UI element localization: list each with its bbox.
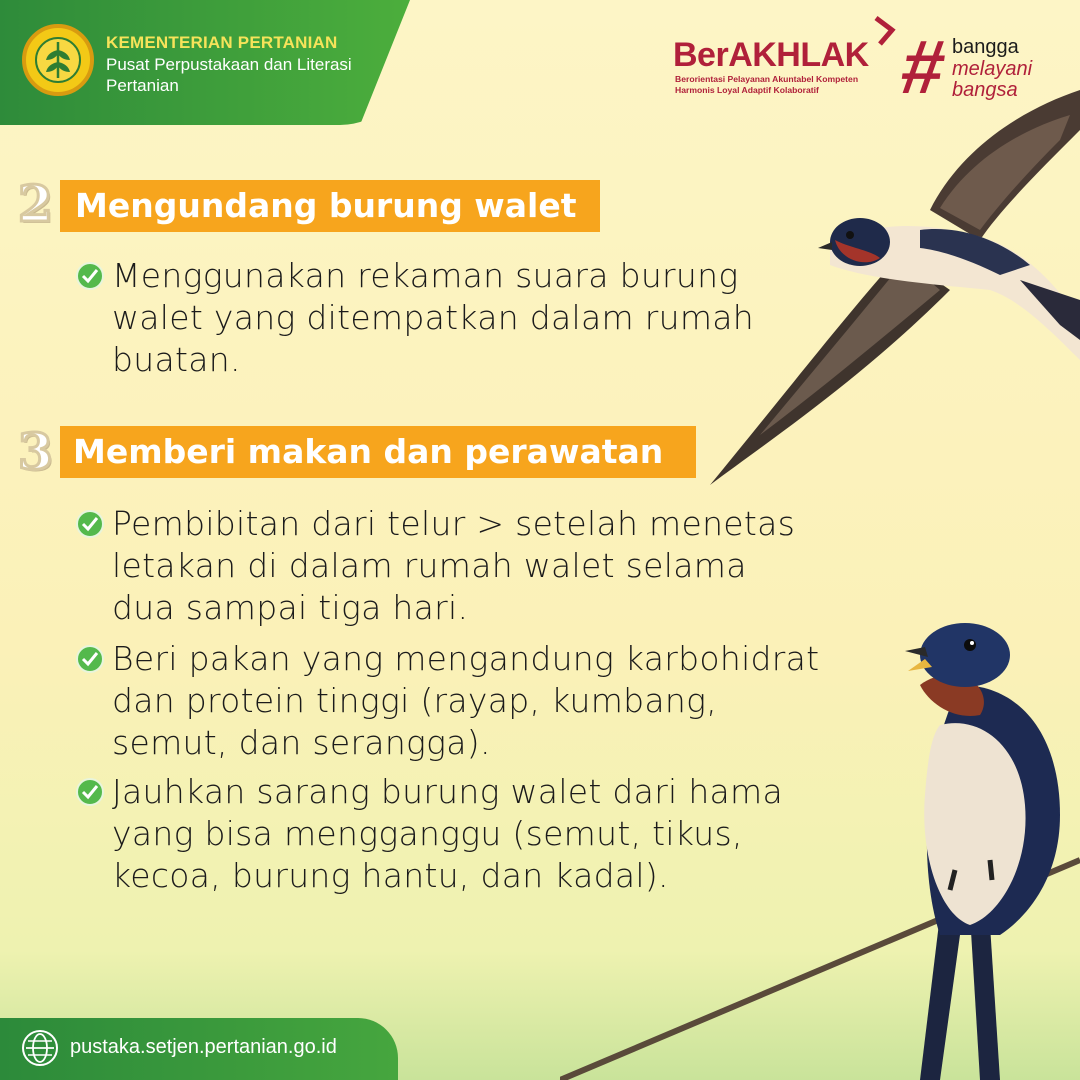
chevron-icon [872,16,898,46]
hashtag-mark: # [896,25,951,110]
tagline-line-1: Berorientasi Pelayanan Akuntabel Kompeten [675,74,859,84]
bullet-line: walet yang ditempatkan dalam rumah [112,298,755,337]
tagline-line-2: Harmonis Loyal Adaptif Kolaboratif [675,85,819,95]
flying-swallow-illustration [700,90,1080,490]
bullet-line: yang bisa mengganggu (semut, tikus, [112,814,743,853]
bullet-line: kecoa, burung hantu, dan kadal). [112,856,669,895]
bullet-line: Pembibitan dari telur > setelah menetas [112,504,796,543]
bullet-feeding [112,638,819,764]
bullet-pests [112,771,783,897]
check-icon [76,510,104,538]
section-2-title: Mengundang burung walet [75,186,577,225]
footer-website-link[interactable]: pustaka.setjen.pertanian.go.id [70,1036,337,1058]
globe-icon [22,1030,58,1066]
bullet-line: Menggunakan rekaman suara burung [112,256,739,295]
check-icon [76,262,104,290]
hashtag-line-3: bangsa [952,79,1018,101]
check-icon [76,645,104,673]
bullet-line: Jauhkan sarang burung walet dari hama [112,772,784,811]
bullet-line: dua sampai tiga hari. [112,588,469,627]
bullet-breeding [112,503,795,629]
bullet-line: dan protein tinggi (rayap, kumbang, [112,681,718,720]
bullet-line: Beri pakan yang mengandung karbohidrat [112,639,820,678]
bullet-line: letakan di dalam rumah walet selama [112,546,747,585]
org-subtitle: Pusat Perpustakaan dan Literasi Pertanian [106,55,352,95]
check-icon [76,778,104,806]
bullet-line: semut, dan serangga). [112,723,491,762]
bullet-recording [112,255,754,381]
section-3-number: 3 [18,422,53,481]
berakhlak-logo: BerAKHLAK [673,36,869,74]
hashtag-line-1: bangga [952,36,1019,58]
section-2-number: 2 [18,174,53,233]
section-3-title: Memberi makan dan perawatan [73,432,664,471]
org-name: KEMENTERIAN PERTANIAN [106,33,338,52]
bullet-line: buatan. [112,340,241,379]
ministry-logo [22,24,94,96]
hashtag-line-2: melayani [952,58,1033,80]
